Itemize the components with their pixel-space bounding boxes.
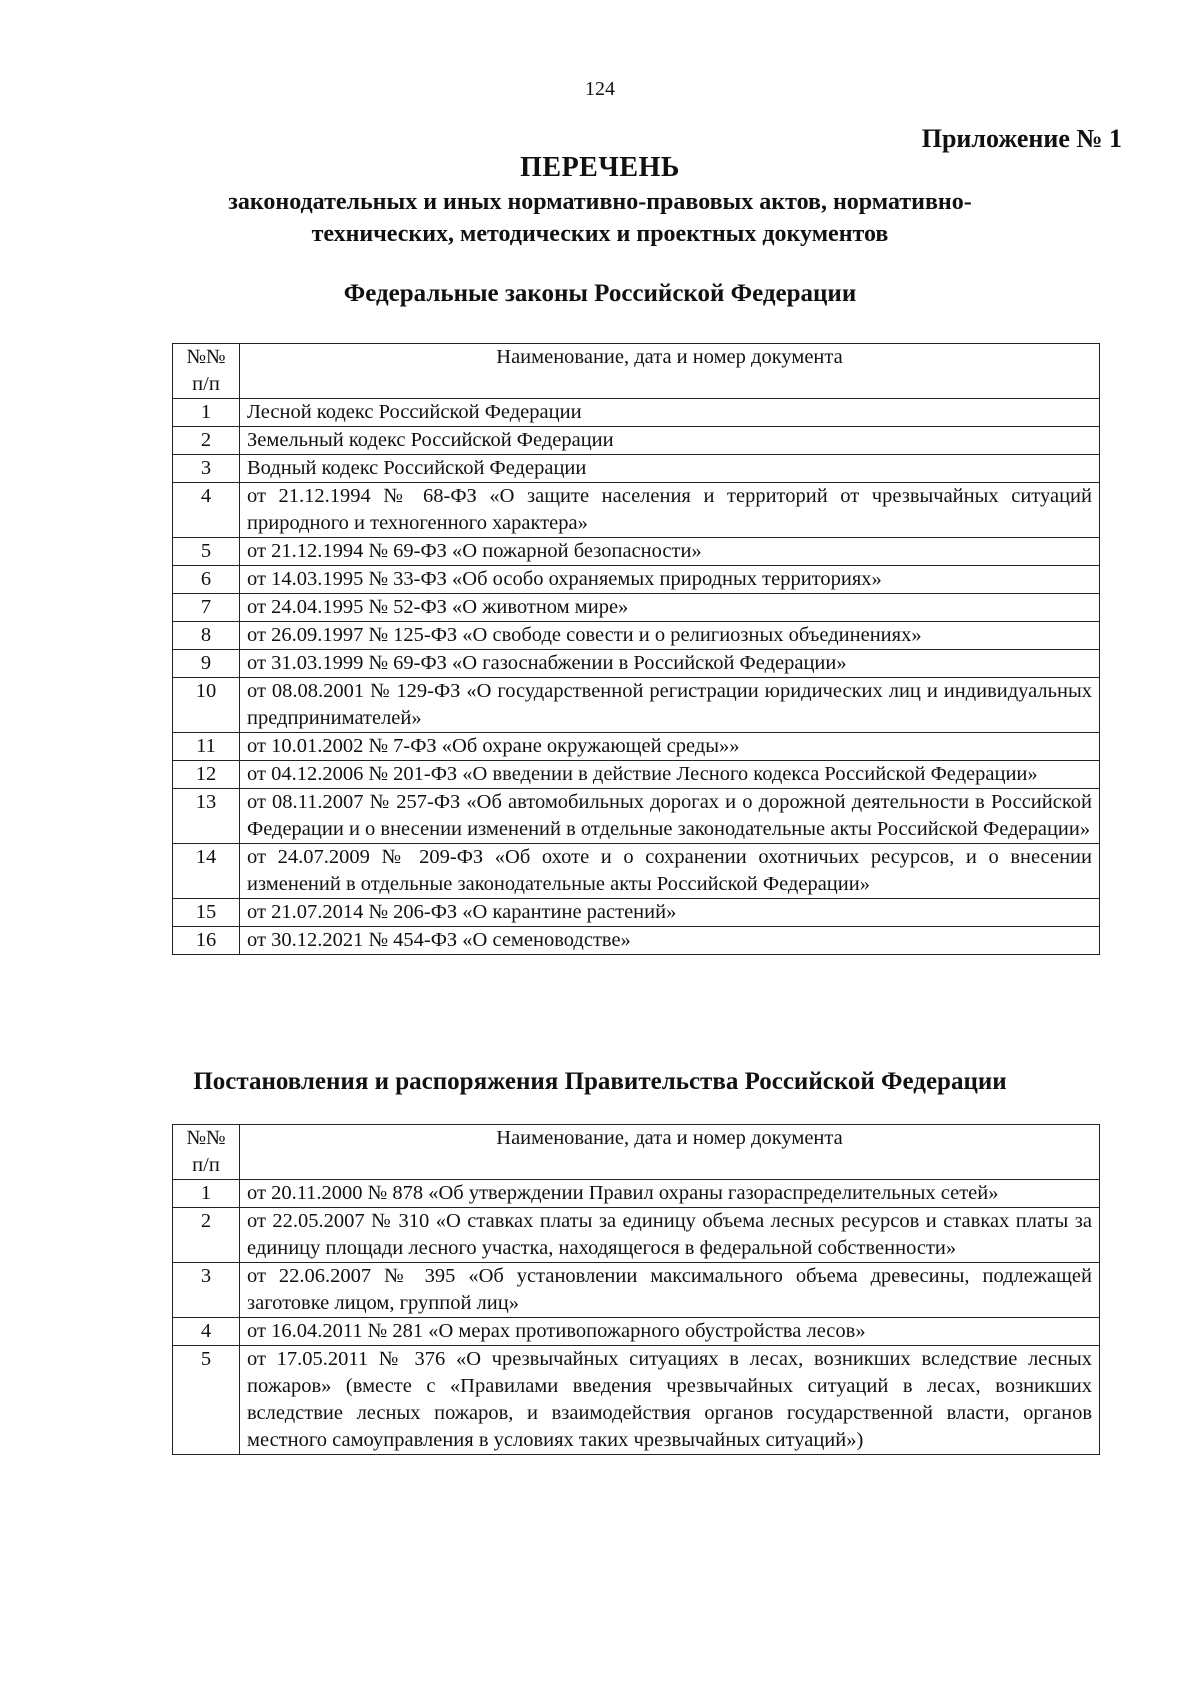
table-row [173,844,1100,899]
table-row [173,483,1100,538]
table-row [173,761,1100,789]
document-name: от 04.12.2006 № 201-ФЗ «О введении в действие Лесного кодекса Российской Федерации» [240,761,1100,789]
document-name: от 17.05.2011 № 376 «О чрезвычайных ситуациях в лесах, возникших вследствие лесных пожаров» (вместе с «Правилами введения чрезвычайных ситуаций в лесах, возникших вследствие лесных пожаров, и взаимодействия органов государственной власти, органов местного самоуправления в условиях таких чрезвычайных ситуаций») [240,1346,1100,1455]
federal-laws-table [172,343,1100,955]
table-row [173,1208,1100,1263]
subtitle-line: законодательных и иных нормативно-правовых актов, нормативно- [228,189,972,215]
document-name: от 22.06.2007 № 395 «Об установлении максимального объема древесины, подлежащей заготовке лицом, группой лиц» [240,1263,1100,1318]
column-header-number-line: №№ [186,1127,226,1149]
table-row [173,399,1100,427]
table-row [173,1346,1100,1455]
document-name: от 20.11.2000 № 878 «Об утверждении Правил охраны газораспределительных сетей» [240,1180,1100,1208]
document-name: от 21.12.1994 № 69-ФЗ «О пожарной безопасности» [240,538,1100,566]
document-title: ПЕРЕЧЕНЬ [520,152,680,183]
appendix-label: Приложение № 1 [921,124,1122,153]
row-number: 11 [173,733,240,761]
row-number: 8 [173,622,240,650]
row-number: 5 [173,1346,240,1455]
column-header-number-line: п/п [192,373,220,395]
document-name: Водный кодекс Российской Федерации [240,455,1100,483]
table-row [173,899,1100,927]
column-header-number-line: п/п [192,1154,220,1176]
document-name: Земельный кодекс Российской Федерации [240,427,1100,455]
table-row [173,455,1100,483]
row-number: 3 [173,455,240,483]
table-row [173,789,1100,844]
table-row [173,650,1100,678]
row-number: 2 [173,427,240,455]
government-decrees-table [172,1124,1100,1455]
row-number: 14 [173,844,240,899]
table-row [173,427,1100,455]
table-header-row [173,344,1100,399]
section-heading-federal-laws: Федеральные законы Российской Федерации [343,280,857,307]
table-row [173,622,1100,650]
document-name: от 24.04.1995 № 52-ФЗ «О животном мире» [240,594,1100,622]
row-number: 12 [173,761,240,789]
page-number: 124 [585,78,615,100]
row-number: 9 [173,650,240,678]
document-name: от 08.08.2001 № 129-ФЗ «О государственной регистрации юридических лиц и индивидуальных предпринимателей» [240,678,1100,733]
row-number: 1 [173,1180,240,1208]
column-header-number [173,344,240,399]
document-name: от 14.03.1995 № 33-ФЗ «Об особо охраняемых природных территориях» [240,566,1100,594]
row-number: 6 [173,566,240,594]
document-name: от 31.03.1999 № 69-ФЗ «О газоснабжении в Российской Федерации» [240,650,1100,678]
row-number: 15 [173,899,240,927]
table-row [173,538,1100,566]
row-number: 2 [173,1208,240,1263]
row-number: 5 [173,538,240,566]
table-header-row [173,1125,1100,1180]
column-header-name: Наименование, дата и номер документа [240,344,1100,399]
document-name: от 10.01.2002 № 7-ФЗ «Об охране окружающей среды»» [240,733,1100,761]
row-number: 10 [173,678,240,733]
row-number: 1 [173,399,240,427]
subtitle-line: технических, методических и проектных документов [311,221,889,247]
document-subtitle [150,186,1050,250]
document-name: от 16.04.2011 № 281 «О мерах противопожарного обустройства лесов» [240,1318,1100,1346]
table-row [173,1263,1100,1318]
row-number: 7 [173,594,240,622]
column-header-number-line: №№ [186,346,226,368]
row-number: 16 [173,927,240,955]
row-number: 4 [173,1318,240,1346]
document-name: от 30.12.2021 № 454-ФЗ «О семеноводстве» [240,927,1100,955]
table-row [173,566,1100,594]
column-header-name: Наименование, дата и номер документа [240,1125,1100,1180]
row-number: 3 [173,1263,240,1318]
table-row [173,1180,1100,1208]
table-row [173,594,1100,622]
table-row [173,1318,1100,1346]
table-row [173,733,1100,761]
table-row [173,927,1100,955]
document-name: Лесной кодекс Российской Федерации [240,399,1100,427]
table-row [173,678,1100,733]
document-name: от 21.07.2014 № 206-ФЗ «О карантине растений» [240,899,1100,927]
row-number: 13 [173,789,240,844]
document-name: от 24.07.2009 № 209-ФЗ «Об охоте и о сохранении охотничьих ресурсов, и о внесении изменений в отдельные законодательные акты Российской Федерации» [240,844,1100,899]
row-number: 4 [173,483,240,538]
section-heading-government-decrees: Постановления и распоряжения Правительства Российской Федерации [193,1068,1007,1095]
document-name: от 26.09.1997 № 125-ФЗ «О свободе совести и о религиозных объединениях» [240,622,1100,650]
document-name: от 08.11.2007 № 257-ФЗ «Об автомобильных дорогах и о дорожной деятельности в Российской Федерации и о внесении изменений в отдельные законодательные акты Российской Федерации» [240,789,1100,844]
document-name: от 22.05.2007 № 310 «О ставках платы за единицу объема лесных ресурсов и ставках платы за единицу площади лесного участка, находящегося в федеральной собственности» [240,1208,1100,1263]
document-name: от 21.12.1994 № 68-ФЗ «О защите населения и территорий от чрезвычайных ситуаций природного и техногенного характера» [240,483,1100,538]
column-header-number [173,1125,240,1180]
